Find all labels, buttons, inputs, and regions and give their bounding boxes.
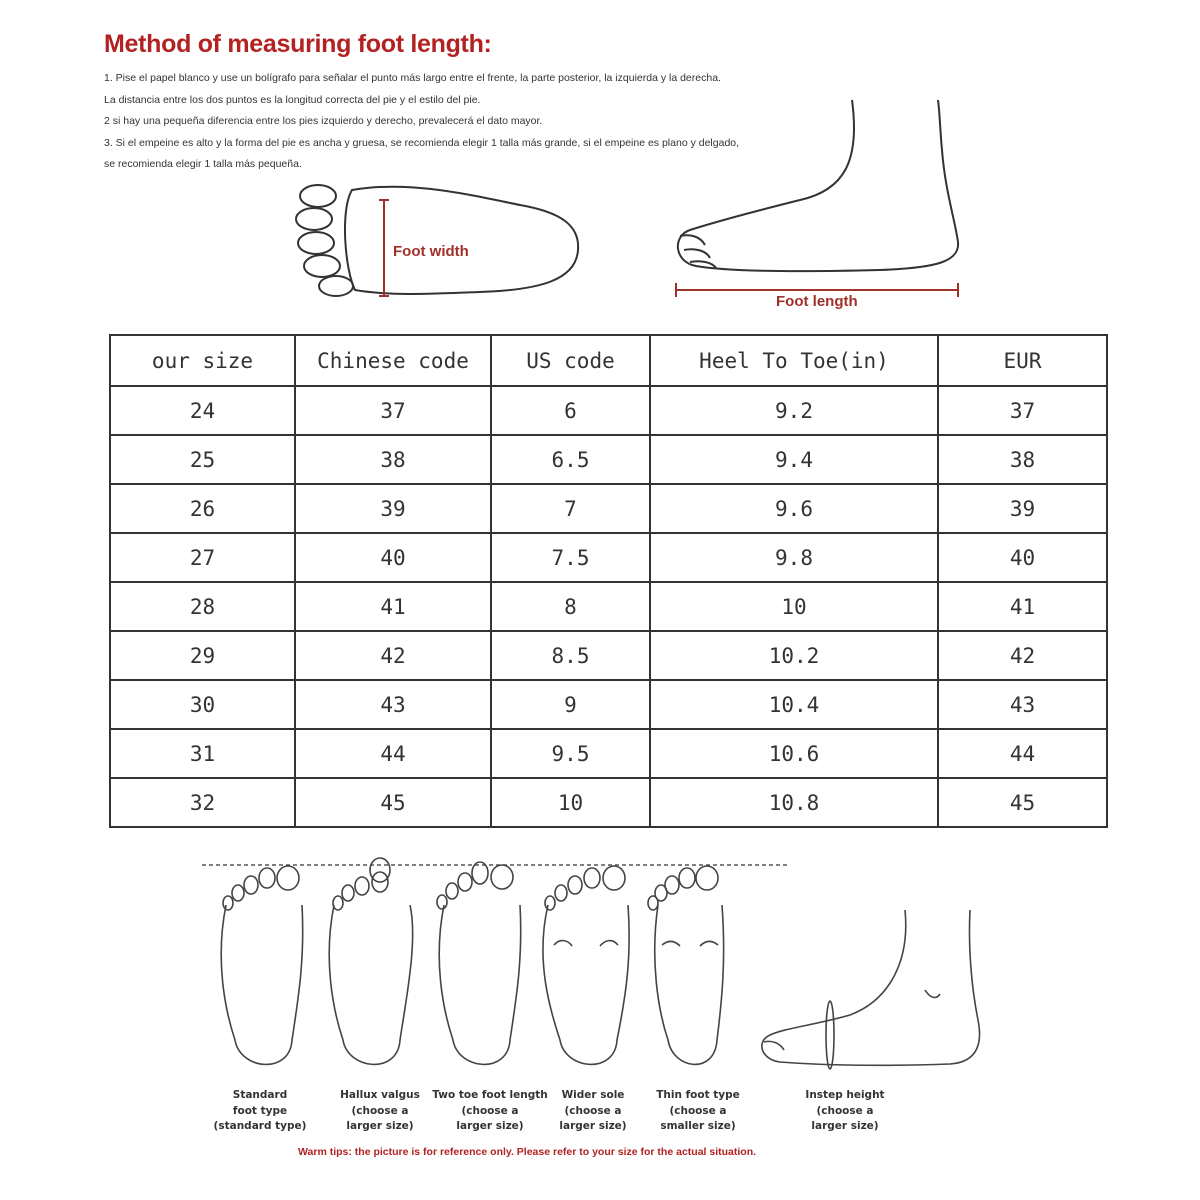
foot-type-detail: smaller size)	[660, 1120, 736, 1132]
hallux-valgus-foot-icon	[329, 858, 412, 1064]
foot-type-detail: (standard type)	[213, 1120, 307, 1132]
foot-type-detail: (choose a	[564, 1104, 622, 1117]
column-header: EUR	[938, 335, 1107, 386]
foot-type-label-wider-sole	[538, 1088, 648, 1135]
table-cell: 45	[295, 778, 491, 827]
table-cell: 42	[938, 631, 1107, 680]
table-cell: 44	[938, 729, 1107, 778]
table-cell: 9.8	[650, 533, 938, 582]
table-cell: 41	[295, 582, 491, 631]
table-cell: 40	[938, 533, 1107, 582]
foot-type-label-thin	[643, 1088, 753, 1135]
foot-type-detail: larger size)	[559, 1120, 627, 1132]
instruction-line: se recomienda elegir 1 talla más pequeña.	[104, 158, 302, 170]
foot-length-label: Foot length	[776, 293, 858, 310]
foot-type-label-instep-height	[790, 1088, 900, 1135]
table-cell: 9.4	[650, 435, 938, 484]
table-cell: 45	[938, 778, 1107, 827]
table-cell: 43	[938, 680, 1107, 729]
table-cell: 7	[491, 484, 650, 533]
foot-type-detail: (choose a	[816, 1104, 874, 1117]
table-cell: 41	[938, 582, 1107, 631]
table-cell: 37	[295, 386, 491, 435]
table-cell: 9	[491, 680, 650, 729]
table-cell: 38	[938, 435, 1107, 484]
table-cell: 10.4	[650, 680, 938, 729]
table-cell: 25	[110, 435, 295, 484]
table-cell: 37	[938, 386, 1107, 435]
foot-width-label: Foot width	[393, 243, 469, 260]
instruction-line: 1. Pise el papel blanco y use un bolígrafo para señalar el punto más largo entre el frente, la parte posterior, la izquierda y la derecha.	[104, 72, 721, 84]
foot-type-detail: larger size)	[811, 1120, 879, 1132]
table-cell: 6	[491, 386, 650, 435]
foot-type-detail: larger size)	[456, 1120, 524, 1132]
foot-type-name: Wider sole	[561, 1089, 625, 1101]
instep-height-foot-icon	[762, 910, 980, 1069]
table-cell: 9.5	[491, 729, 650, 778]
foot-type-detail: larger size)	[346, 1120, 414, 1132]
table-cell: 9.2	[650, 386, 938, 435]
foot-type-name: Thin foot type	[656, 1089, 740, 1101]
table-cell: 29	[110, 631, 295, 680]
table-cell: 10.2	[650, 631, 938, 680]
table-cell: 10.6	[650, 729, 938, 778]
table-cell: 10.8	[650, 778, 938, 827]
column-header: Heel To Toe(in)	[650, 335, 938, 386]
table-cell: 9.6	[650, 484, 938, 533]
table-cell: 10	[650, 582, 938, 631]
table-cell: 38	[295, 435, 491, 484]
table-cell: 39	[938, 484, 1107, 533]
table-cell: 39	[295, 484, 491, 533]
table-cell: 32	[110, 778, 295, 827]
table-cell: 10	[491, 778, 650, 827]
foot-type-label-hallux-valgus	[325, 1088, 435, 1135]
instruction-line: La distancia entre los dos puntos es la longitud correcta del pie y el estilo del pie.	[104, 93, 481, 106]
foot-type-name: Hallux valgus	[340, 1089, 420, 1101]
table-cell: 8.5	[491, 631, 650, 680]
foot-type-detail: foot type	[232, 1104, 288, 1117]
table-cell: 27	[110, 533, 295, 582]
standard-foot-icon	[221, 866, 303, 1064]
foot-type-label-standard	[205, 1088, 315, 1135]
table-cell: 8	[491, 582, 650, 631]
foot-type-name: Instep height	[805, 1089, 885, 1101]
table-cell: 24	[110, 386, 295, 435]
foot-type-label-two-toe	[428, 1088, 552, 1135]
table-cell: 31	[110, 729, 295, 778]
two-toe-foot-icon	[437, 862, 521, 1064]
table-cell: 26	[110, 484, 295, 533]
table-cell: 44	[295, 729, 491, 778]
warm-tips-note: Warm tips: the picture is for reference only. Please refer to your size for the actual situation.	[298, 1146, 757, 1158]
table-cell: 28	[110, 582, 295, 631]
foot-type-name: Standard	[232, 1089, 288, 1101]
instruction-line: 2 si hay una pequeña diferencia entre los pies izquierdo y derecho, prevalecerá el dato mayor.	[104, 115, 543, 127]
foot-type-detail: (choose a	[351, 1104, 409, 1117]
table-cell: 6.5	[491, 435, 650, 484]
table-cell: 30	[110, 680, 295, 729]
column-header: our size	[110, 335, 295, 386]
foot-type-detail: (choose a	[669, 1104, 727, 1117]
column-header: US code	[491, 335, 650, 386]
table-cell: 43	[295, 680, 491, 729]
wider-sole-foot-icon	[543, 866, 629, 1064]
page-title: Method of measuring foot length:	[104, 30, 492, 58]
table-cell: 42	[295, 631, 491, 680]
table-cell: 40	[295, 533, 491, 582]
table-cell: 7.5	[491, 533, 650, 582]
column-header: Chinese code	[295, 335, 491, 386]
instruction-line: 3. Si el empeine es alto y la forma del pie es ancha y gruesa, se recomienda elegir 1 talla más grande, si el empeine es plano y delgado,	[104, 136, 740, 149]
thin-foot-icon	[648, 866, 724, 1064]
foot-type-detail: (choose a	[461, 1104, 519, 1117]
foot-type-name: Two toe foot length	[432, 1089, 548, 1101]
